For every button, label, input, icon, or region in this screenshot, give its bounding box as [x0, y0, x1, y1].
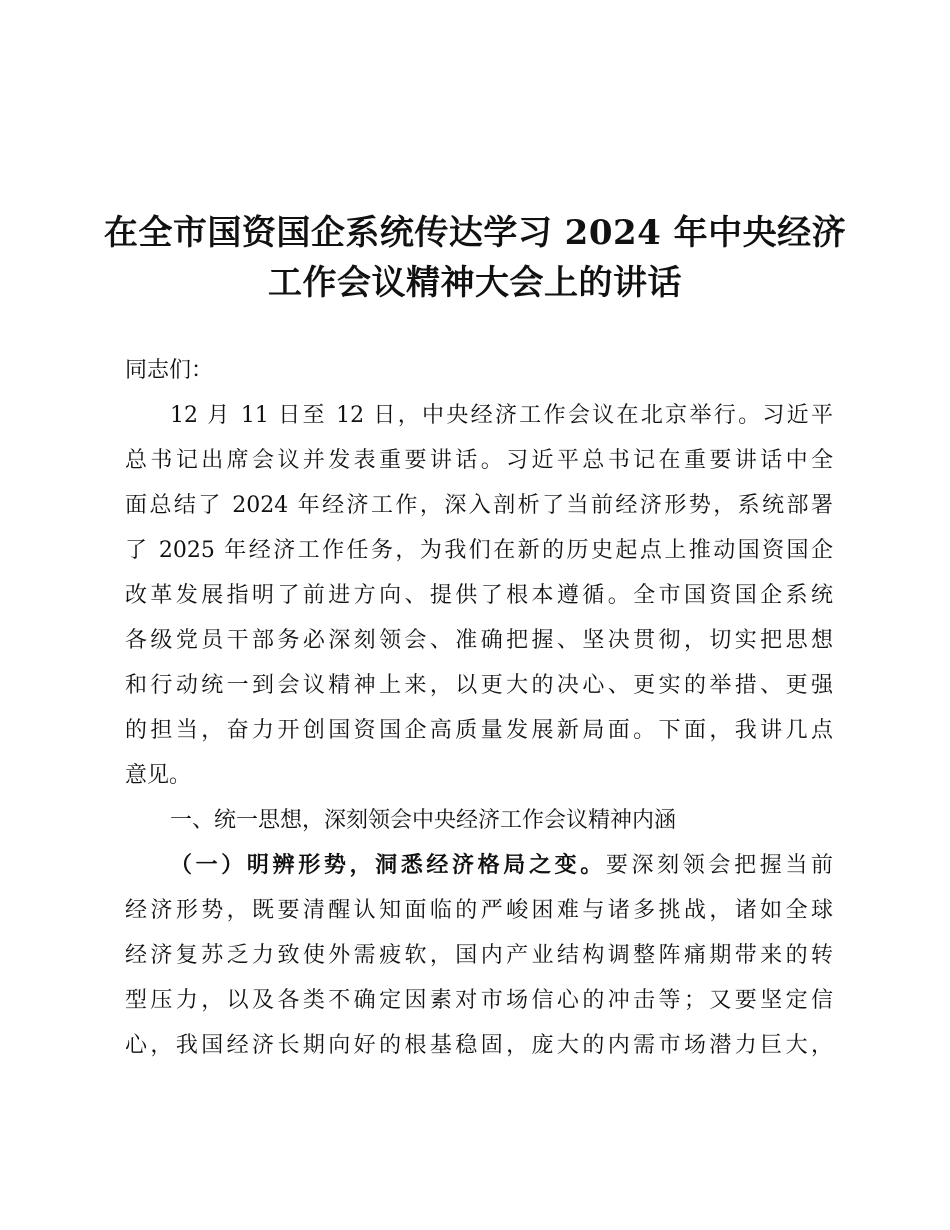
subsection-text: 要深刻领会把握当前 [605, 853, 833, 878]
paragraph-line: 面总结了 2024 年经济工作，深入剖析了当前经济形势，系统部署 [125, 493, 833, 518]
paragraph-line: 12 月 11 日至 12 日，中央经济工作会议在北京举行。习近平 [170, 403, 833, 428]
paragraph-intro [125, 393, 833, 798]
paragraph-line: 的担当，奋力开创国资国企高质量发展新局面。下面，我讲几点 [125, 718, 833, 743]
paragraph-line: 经济形势，既要清醒认知面临的严峻困难与诸多挑战，诸如全球 [125, 898, 833, 923]
paragraph-subsection-1 [125, 843, 833, 1068]
paragraph-line: 心，我国经济长期向好的根基稳固，庞大的内需市场潜力巨大， [125, 1033, 833, 1058]
paragraph-line: 各级党员干部务必深刻领会、准确把握、坚决贯彻，切实把思想 [125, 628, 833, 653]
paragraph-line: 了 2025 年经济工作任务，为我们在新的历史起点上推动国资国企 [125, 538, 833, 563]
subsection-heading: （一）明辨形势，洞悉经济格局之变。 [170, 852, 606, 878]
paragraph-line: 改革发展指明了前进方向、提供了根本遵循。全市国资国企系统 [125, 583, 833, 608]
paragraph-line: 意见。 [125, 763, 192, 788]
paragraph-line: 型压力，以及各类不确定因素对市场信心的冲击等；又要坚定信 [125, 988, 833, 1013]
paragraph-line: 总书记出席会议并发表重要讲话。习近平总书记在重要讲话中全 [125, 448, 833, 473]
section-heading: 一、统一思想，深刻领会中央经济工作会议精神内涵 [170, 808, 677, 833]
paragraph-line [125, 843, 833, 888]
paragraph-line: 经济复苏乏力致使外需疲软，国内产业结构调整阵痛期带来的转 [125, 943, 833, 968]
title-line-1: 在全市国资国企系统传达学习 2024 年中央经济 [103, 213, 847, 253]
salutation: 同志们： [125, 358, 214, 383]
document-title [100, 208, 850, 308]
title-line-2: 工作会议精神大会上的讲话 [268, 263, 682, 303]
paragraph-line: 和行动统一到会议精神上来，以更大的决心、更实的举措、更强 [125, 673, 833, 698]
document-body [125, 348, 833, 1068]
